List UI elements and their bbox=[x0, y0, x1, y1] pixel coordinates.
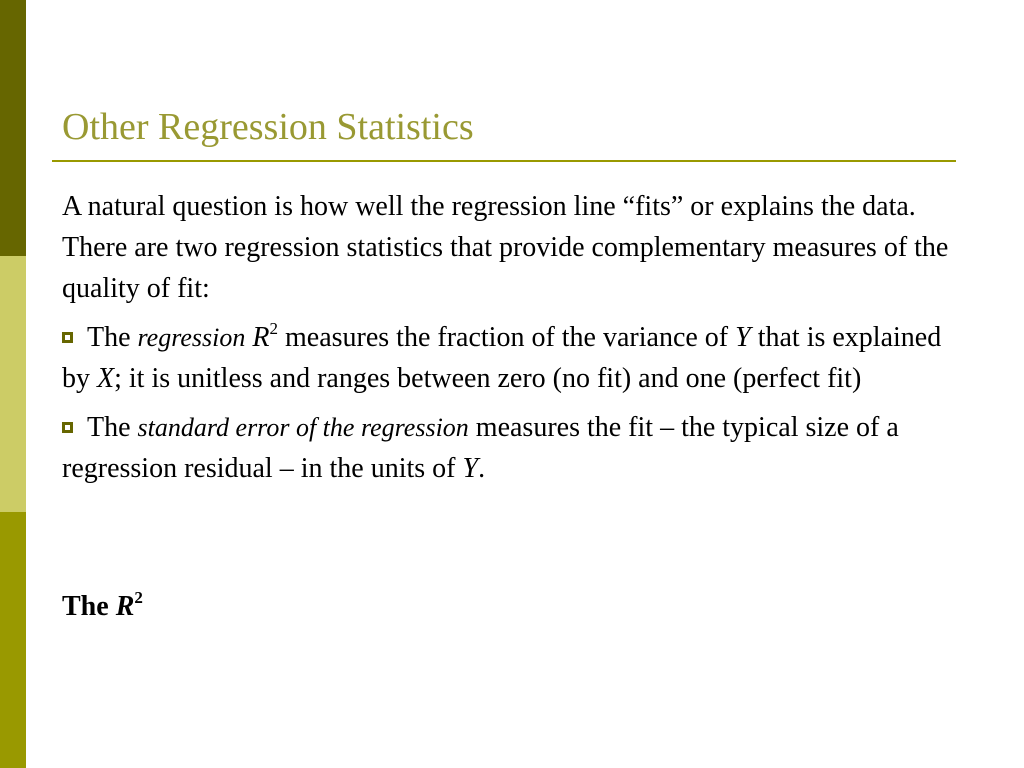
hollow-square-bullet-icon bbox=[62, 422, 73, 433]
variable-y: Y bbox=[735, 322, 751, 353]
slide-title: Other Regression Statistics bbox=[62, 106, 474, 148]
bullet-term: regression bbox=[137, 323, 246, 352]
slide-body bbox=[62, 186, 962, 497]
section-subheading bbox=[62, 586, 143, 627]
variable-x: X bbox=[97, 363, 115, 394]
bullet-text: ; it is unitless and ranges between zero (no fit) and one (perfect fit) bbox=[114, 363, 862, 394]
hollow-square-bullet-icon bbox=[62, 332, 73, 343]
subheading-lead: The bbox=[62, 591, 116, 622]
sidebar-segment-bottom bbox=[0, 512, 26, 768]
bullet-term: standard error of the regression bbox=[137, 413, 469, 442]
variable-y: Y bbox=[462, 453, 479, 484]
r-symbol: R bbox=[115, 591, 135, 622]
r-exponent: 2 bbox=[134, 587, 143, 607]
title-underline bbox=[52, 160, 956, 162]
r-symbol: R bbox=[252, 322, 270, 353]
sidebar-segment-top bbox=[0, 0, 26, 256]
bullet-regression-r2 bbox=[62, 317, 962, 399]
bullet-text: measures the fit – the typical size of a regression residual – in the units of bbox=[62, 412, 899, 484]
bullet-text: measures the fraction of the variance of bbox=[278, 322, 736, 353]
bullet-lead: The bbox=[87, 412, 138, 443]
bullet-lead: The bbox=[87, 322, 138, 353]
bullet-standard-error bbox=[62, 407, 962, 489]
r-exponent: 2 bbox=[269, 318, 278, 338]
bullet-text: that is explained by bbox=[62, 322, 942, 394]
sidebar-segment-middle bbox=[0, 256, 26, 512]
intro-paragraph: A natural question is how well the regression line “fits” or explains the data. There are two regression statistics that provide complementary measures of the quality of fit: bbox=[62, 191, 949, 304]
bullet-text: . bbox=[478, 453, 486, 484]
